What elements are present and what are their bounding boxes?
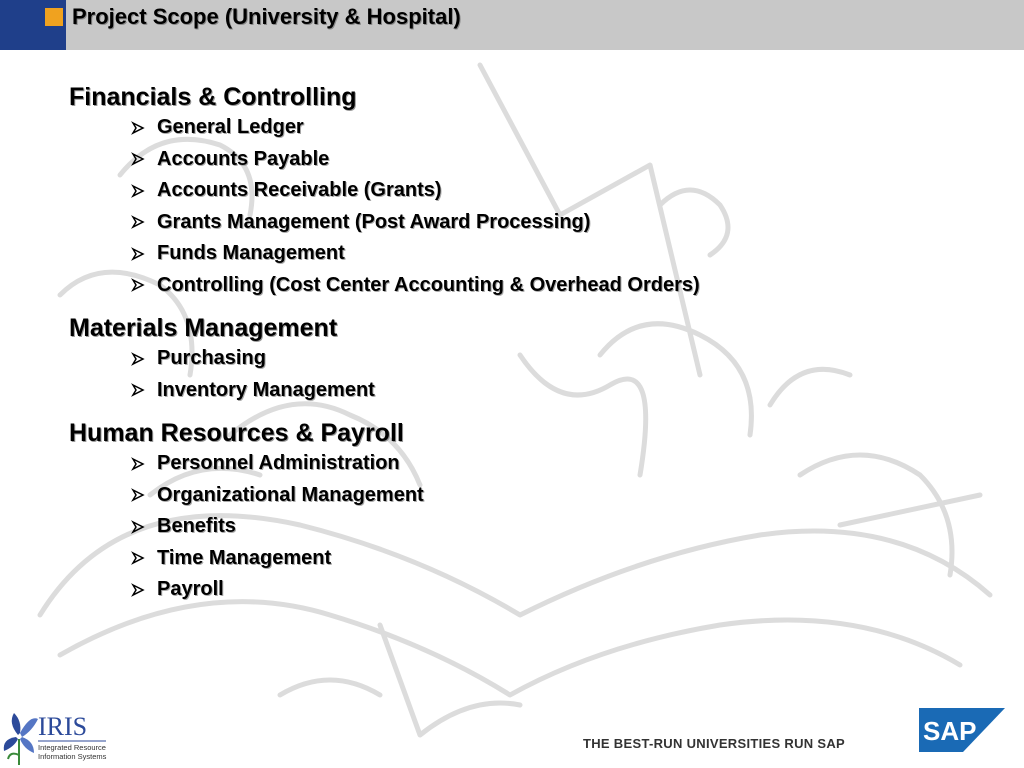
section-financials [69,82,969,301]
section-heading: Human Resources & Payroll [69,419,404,447]
list-item-label: Purchasing [157,347,266,370]
list-item [131,343,969,375]
list-item-label: General Ledger [157,116,304,139]
list-item [131,270,969,302]
arrow-bullet-icon [131,551,145,565]
list-item [131,112,969,144]
arrow-bullet-icon [131,488,145,502]
section-item-list [69,112,969,301]
arrow-bullet-icon [131,121,145,135]
iris-wordmark: IRIS [38,712,88,741]
arrow-bullet-icon [131,278,145,292]
list-item-label: Payroll [157,578,224,601]
list-item [131,574,969,606]
arrow-bullet-icon [131,247,145,261]
arrow-bullet-icon [131,184,145,198]
footer-tagline: THE BEST-RUN UNIVERSITIES RUN SAP [583,736,845,751]
iris-tagline-2: Information Systems [38,752,107,761]
arrow-bullet-icon [131,352,145,366]
list-item-label: Accounts Payable [157,147,330,170]
iris-logo [0,705,110,765]
arrow-bullet-icon [131,583,145,597]
arrow-bullet-icon [131,457,145,471]
list-item [131,175,969,207]
section-heading: Financials & Controlling [69,83,357,111]
slide-title: Project Scope (University & Hospital) [72,4,461,29]
list-item [131,207,969,239]
arrow-bullet-icon [131,215,145,229]
list-item-label: Benefits [157,515,236,538]
iris-flower-icon [4,713,38,765]
arrow-bullet-icon [131,520,145,534]
list-item [131,375,969,407]
section-item-list [69,343,969,406]
section-heading: Materials Management [69,314,338,342]
list-item-label: Accounts Receivable (Grants) [157,179,442,202]
content-area [69,82,969,606]
section-materials [69,313,969,406]
header-accent-square [45,8,63,26]
list-item [131,238,969,270]
list-item-label: Grants Management (Post Award Processing) [157,210,591,233]
list-item [131,543,969,575]
list-item-label: Organizational Management [157,483,424,506]
list-item-label: Controlling (Cost Center Accounting & Overhead Orders) [157,273,700,296]
list-item-label: Funds Management [157,242,345,265]
list-item-label: Time Management [157,546,332,569]
arrow-bullet-icon [131,152,145,166]
list-item-label: Inventory Management [157,378,375,401]
list-item [131,480,969,512]
section-hr-payroll [69,418,969,606]
list-item-label: Personnel Administration [157,452,400,475]
iris-tagline-1: Integrated Resource [38,743,106,752]
list-item [131,144,969,176]
list-item [131,511,969,543]
list-item [131,448,969,480]
sap-logo-text: SAP [923,716,977,746]
section-item-list [69,448,969,606]
sap-logo [919,708,1005,752]
arrow-bullet-icon [131,383,145,397]
